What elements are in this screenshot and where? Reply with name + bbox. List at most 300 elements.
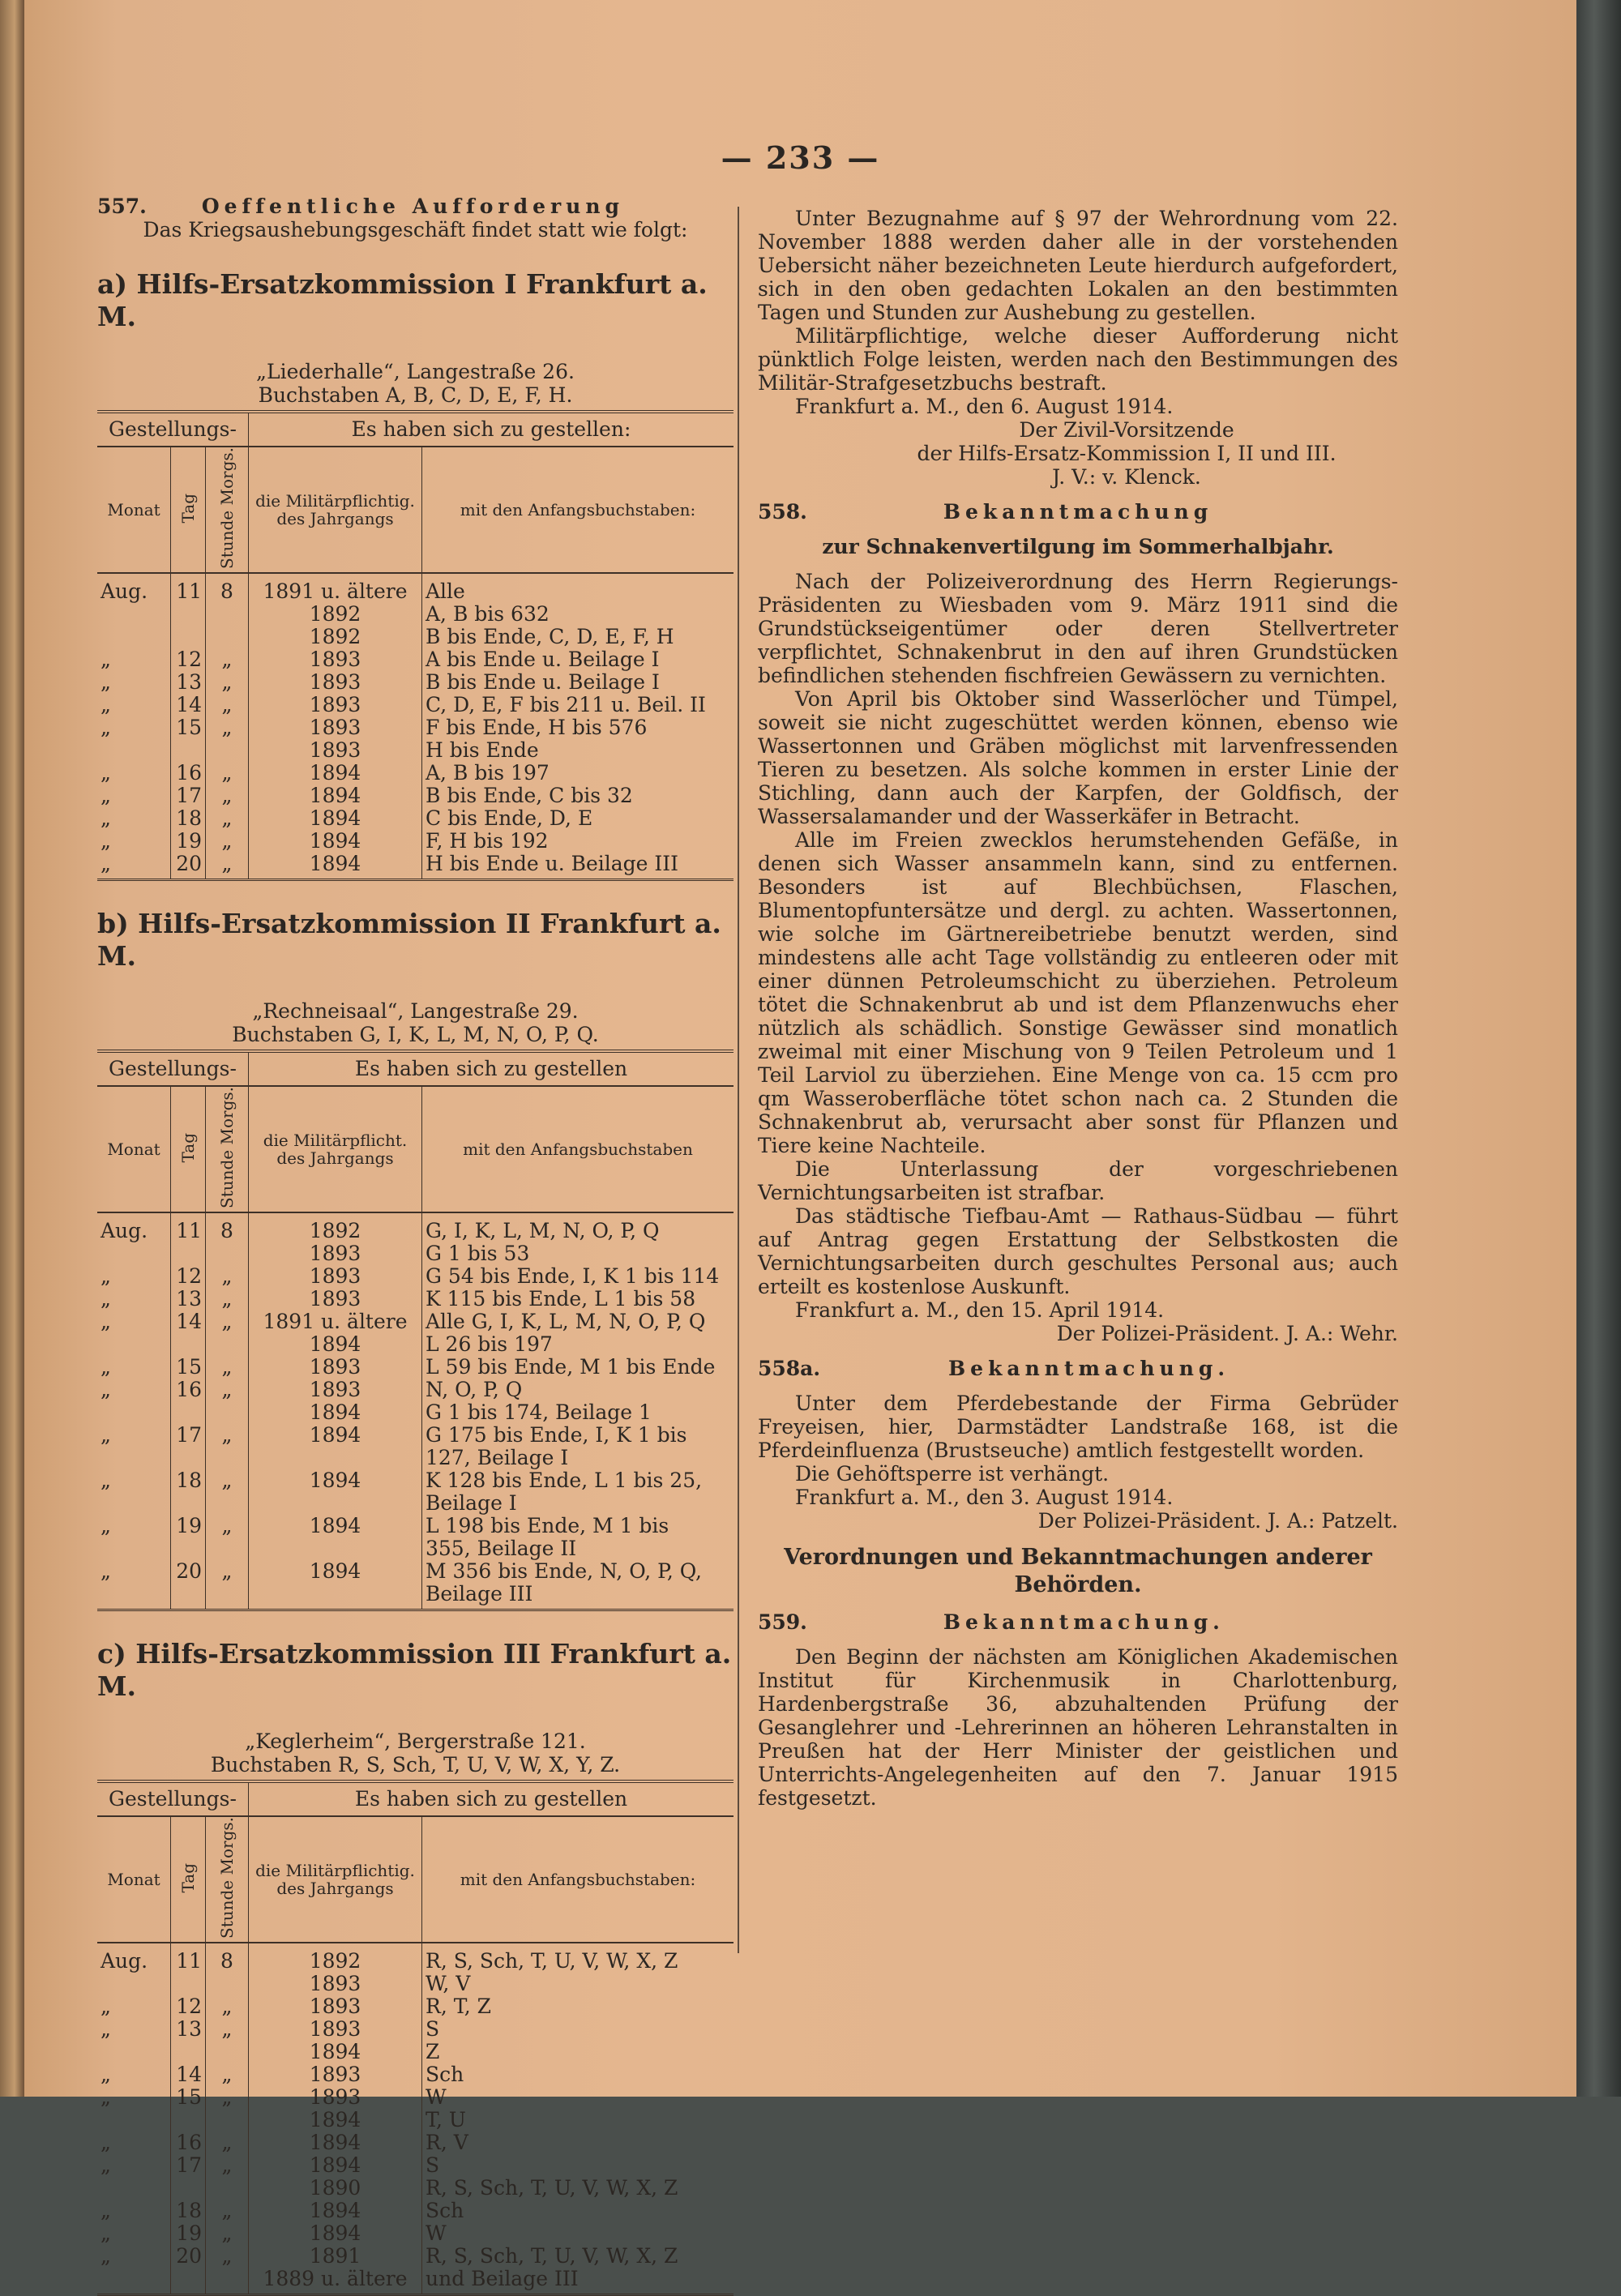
row-tag xyxy=(171,1973,206,1995)
row-buchstaben: 355, Beilage II xyxy=(426,1537,577,1560)
table-row xyxy=(97,2222,734,2245)
row-stunde xyxy=(206,1401,249,1424)
row-stunde: „ xyxy=(206,2245,249,2268)
row-stunde xyxy=(206,1333,249,1356)
row-monat: „ xyxy=(97,1288,171,1310)
row-tag xyxy=(171,2041,206,2063)
header-gestellungs: Gestellungs- xyxy=(97,1051,249,1086)
row-monat: „ xyxy=(97,2222,171,2245)
row-monat: „ xyxy=(97,694,171,716)
row-jahrgang: 1892 xyxy=(249,1212,422,1242)
row-jahrgang: 1894 xyxy=(249,1424,422,1447)
row-buchstaben: L 59 bis Ende, M 1 bis Ende xyxy=(426,1355,716,1379)
table-row xyxy=(97,1212,734,1242)
row-jahrgang: 1893 xyxy=(249,1265,422,1288)
row-tag: 19 xyxy=(171,2222,206,2245)
table-row xyxy=(97,2177,734,2200)
header-tag-text: Tag xyxy=(178,1862,198,1893)
row-stunde xyxy=(206,626,249,648)
row-buchstaben: R, V xyxy=(426,2131,468,2154)
commission-c-table xyxy=(97,1780,734,2296)
table-row xyxy=(97,1310,734,1333)
row-monat xyxy=(97,1401,171,1424)
row-tag: 13 xyxy=(171,1288,206,1310)
notice-558a-p1: Unter dem Pferdebestande der Firma Gebrüder Freyeisen, hier, Darmstädter Landstraße 168, ist die Pferdeinfluenza (Brustseuche) amtlich festgestellt worden. xyxy=(758,1392,1398,1462)
table-row xyxy=(97,626,734,648)
table-row xyxy=(97,1356,734,1379)
commission-a-location: „Liederhalle“, Langestraße 26. xyxy=(256,360,575,383)
commission-a-letters: Buchstaben A, B, C, D, E, F, H. xyxy=(258,383,573,407)
row-buchstaben: C, D, E, F bis 211 u. Beil. II xyxy=(426,693,706,716)
row-buchstaben: W xyxy=(426,2221,447,2245)
header-buchstaben: mit den Anfangsbuchstaben: xyxy=(422,1816,734,1943)
table-row xyxy=(97,2109,734,2131)
row-stunde: 8 xyxy=(206,1943,249,1973)
row-stunde xyxy=(206,1242,249,1265)
row-tag: 16 xyxy=(171,2131,206,2154)
row-stunde xyxy=(206,2109,249,2131)
row-stunde: „ xyxy=(206,2086,249,2109)
row-tag xyxy=(171,603,206,626)
header-jahrgang: die Militärpflichtig. des Jahrgangs xyxy=(249,1816,422,1943)
notice-558a-date: Frankfurt a. M., den 3. August 1914. xyxy=(795,1486,1174,1509)
row-tag: 20 xyxy=(171,1560,206,1583)
row-monat: Aug. xyxy=(97,1212,171,1242)
row-buchstaben: L 26 bis 197 xyxy=(426,1332,553,1356)
row-tag: 14 xyxy=(171,1310,206,1333)
row-jahrgang: 1893 xyxy=(249,2063,422,2086)
row-tag: 17 xyxy=(171,2154,206,2177)
row-tag xyxy=(171,2109,206,2131)
row-buchstaben: R, T, Z xyxy=(426,1995,491,2018)
row-stunde: „ xyxy=(206,1560,249,1583)
table-row xyxy=(97,1515,734,1537)
table-row xyxy=(97,1973,734,1995)
row-tag xyxy=(171,2177,206,2200)
table-row xyxy=(97,2041,734,2063)
row-jahrgang: 1892 xyxy=(249,626,422,648)
row-jahrgang: 1893 xyxy=(249,1379,422,1401)
row-buchstaben: R, S, Sch, T, U, V, W, X, Z xyxy=(426,2176,678,2200)
table-row xyxy=(97,2131,734,2154)
row-stunde xyxy=(206,603,249,626)
row-stunde: „ xyxy=(206,716,249,739)
table-row xyxy=(97,1288,734,1310)
row-jahrgang: 1894 xyxy=(249,1560,422,1583)
header-stunde-text: Stunde Morgs. xyxy=(217,1817,237,1939)
header-stunde-text: Stunde Morgs. xyxy=(217,1087,237,1208)
row-stunde: „ xyxy=(206,1288,249,1310)
table-row xyxy=(97,739,734,762)
right-column xyxy=(758,207,1398,1810)
row-tag: 12 xyxy=(171,1995,206,2018)
header-stunde xyxy=(206,447,249,573)
notice-558-number: 558. xyxy=(758,500,807,524)
row-jahrgang: 1893 xyxy=(249,694,422,716)
header-gestellungs: Gestellungs- xyxy=(97,1781,249,1816)
row-monat: „ xyxy=(97,2245,171,2268)
table-row xyxy=(97,807,734,830)
table-row xyxy=(97,1492,734,1515)
notice-558-p1: Nach der Polizeiverordnung des Herrn Regierungs-Präsidenten zu Wiesbaden vom 9. März 1911 sind die Grundstückseigentümer oder deren Stellvertreter verpflichtet, Schnakenbrut in den auf ihren Grundstücken befindlichen stehenden fischfreien Gewässern zu vernichten. xyxy=(758,570,1398,687)
row-monat xyxy=(97,2109,171,2131)
row-monat: „ xyxy=(97,1310,171,1333)
row-tag xyxy=(171,1242,206,1265)
row-jahrgang: 1891 u. ältere xyxy=(249,573,422,603)
row-buchstaben: S xyxy=(426,2153,440,2177)
row-monat xyxy=(97,1333,171,1356)
row-buchstaben: G 175 bis Ende, I, K 1 bis xyxy=(426,1423,687,1447)
row-tag: 15 xyxy=(171,2086,206,2109)
row-jahrgang: 1893 xyxy=(249,1995,422,2018)
row-buchstaben: Sch xyxy=(426,2199,464,2222)
row-stunde: „ xyxy=(206,1469,249,1492)
notice-558-signature: Der Polizei-Präsident. J. A.: Wehr. xyxy=(1056,1322,1398,1345)
row-stunde: „ xyxy=(206,1356,249,1379)
row-monat xyxy=(97,2041,171,2063)
row-stunde: „ xyxy=(206,1995,249,2018)
row-monat: „ xyxy=(97,648,171,671)
row-stunde xyxy=(206,1973,249,1995)
row-monat: „ xyxy=(97,1424,171,1447)
row-monat: „ xyxy=(97,1995,171,2018)
table-row xyxy=(97,2154,734,2177)
row-jahrgang: 1889 u. ältere xyxy=(249,2268,422,2295)
row-stunde: „ xyxy=(206,2200,249,2222)
row-jahrgang: 1893 xyxy=(249,1973,422,1995)
row-buchstaben: H bis Ende xyxy=(426,738,539,762)
row-buchstaben: F bis Ende, H bis 576 xyxy=(426,716,648,739)
row-tag: 20 xyxy=(171,2245,206,2268)
notice-557-title: Oeffentliche Aufforderung xyxy=(201,195,624,218)
row-jahrgang: 1894 xyxy=(249,2222,422,2245)
row-tag: 18 xyxy=(171,2200,206,2222)
table-row xyxy=(97,830,734,853)
row-buchstaben: R, S, Sch, T, U, V, W, X, Z xyxy=(426,2244,678,2268)
row-monat: „ xyxy=(97,1356,171,1379)
header-stunde-text: Stunde Morgs. xyxy=(217,447,237,569)
commission-c-rows xyxy=(97,1943,734,2295)
row-tag xyxy=(171,626,206,648)
row-monat xyxy=(97,1447,171,1469)
notice-559-p1: Den Beginn der nächsten am Königlichen Akademischen Institut für Kirchenmusik in Charlottenburg, Hardenbergstraße 36, abzuhaltenden Prüfung der Gesanglehrer und -Lehrerinnen an höheren Lehranstalten in Preußen hat der Herr Minister der geistlichen und Unterrichts-Angelegenheiten auf den 7. Januar 1915 festgesetzt. xyxy=(758,1645,1398,1810)
row-tag: 12 xyxy=(171,648,206,671)
header-tag-text: Tag xyxy=(178,1132,198,1163)
header-stunde xyxy=(206,1086,249,1212)
header-es-haben: Es haben sich zu gestellen xyxy=(249,1051,734,1086)
row-tag: 11 xyxy=(171,573,206,603)
table-row xyxy=(97,1537,734,1560)
notice-557-title-line xyxy=(97,195,734,218)
row-buchstaben: K 115 bis Ende, L 1 bis 58 xyxy=(426,1287,696,1310)
row-tag xyxy=(171,1583,206,1610)
row-monat: „ xyxy=(97,1515,171,1537)
notice-557-warning: Militärpflichtige, welche dieser Aufforderung nicht pünktlich Folge leisten, werden nach den Bestimmungen des Militär-Strafgesetzbuchs bestraft. xyxy=(758,324,1398,395)
table-row xyxy=(97,2086,734,2109)
row-jahrgang: 1891 xyxy=(249,2245,422,2268)
row-buchstaben: G 1 bis 53 xyxy=(426,1242,530,1265)
row-monat xyxy=(97,1583,171,1610)
page xyxy=(24,0,1576,2290)
row-buchstaben: C bis Ende, D, E xyxy=(426,806,593,830)
commission-c-location: „Keglerheim“, Bergerstraße 121. xyxy=(245,1729,586,1753)
row-jahrgang: 1894 xyxy=(249,1333,422,1356)
row-buchstaben: B bis Ende u. Beilage I xyxy=(426,670,660,694)
row-buchstaben: S xyxy=(426,2017,440,2041)
row-stunde: „ xyxy=(206,694,249,716)
row-jahrgang: 1890 xyxy=(249,2177,422,2200)
notice-557-sig1: Der Zivil-Vorsitzende xyxy=(1019,418,1234,442)
notice-558a-signature: Der Polizei-Präsident. J. A.: Patzelt. xyxy=(1037,1509,1398,1533)
row-monat: „ xyxy=(97,2154,171,2177)
table-row xyxy=(97,1447,734,1469)
header-es-haben: Es haben sich zu gestellen xyxy=(249,1781,734,1816)
header-tag-text: Tag xyxy=(178,493,198,524)
book-cover-edge xyxy=(1576,0,1621,2097)
table-row xyxy=(97,2200,734,2222)
notice-557-number: 557. xyxy=(97,195,147,218)
row-buchstaben: 127, Beilage I xyxy=(426,1446,569,1469)
row-tag: 12 xyxy=(171,1265,206,1288)
row-buchstaben: B bis Ende, C bis 32 xyxy=(426,784,633,807)
row-buchstaben: und Beilage III xyxy=(422,2268,734,2295)
row-jahrgang: 1894 xyxy=(249,762,422,785)
row-monat: „ xyxy=(97,716,171,739)
notice-557-sig2: der Hilfs-Ersatz-Kommission I, II und III. xyxy=(917,442,1337,465)
header-tag xyxy=(171,447,206,573)
header-buchstaben: mit den Anfangsbuchstaben xyxy=(422,1086,734,1212)
row-monat: „ xyxy=(97,1469,171,1492)
row-stunde xyxy=(206,1492,249,1515)
header-monat: Monat xyxy=(97,447,171,573)
commission-a-rows xyxy=(97,573,734,880)
row-monat xyxy=(97,1973,171,1995)
row-jahrgang: 1893 xyxy=(249,648,422,671)
row-stunde: „ xyxy=(206,1310,249,1333)
commission-b-letters: Buchstaben G, I, K, L, M, N, O, P, Q. xyxy=(232,1023,599,1046)
table-row xyxy=(97,2063,734,2086)
table-row xyxy=(97,603,734,626)
row-jahrgang xyxy=(249,1447,422,1469)
row-stunde: „ xyxy=(206,2063,249,2086)
row-monat: „ xyxy=(97,671,171,694)
notice-557-date: Frankfurt a. M., den 6. August 1914. xyxy=(795,395,1174,418)
table-row xyxy=(97,1401,734,1424)
row-jahrgang: 1893 xyxy=(249,671,422,694)
header-es-haben: Es haben sich zu gestellen: xyxy=(249,412,734,447)
row-monat xyxy=(97,1242,171,1265)
row-buchstaben: A, B bis 197 xyxy=(426,761,550,785)
row-monat: „ xyxy=(97,785,171,807)
notice-558a-title-line xyxy=(758,1357,1398,1380)
row-stunde: „ xyxy=(206,807,249,830)
row-stunde: „ xyxy=(206,2154,249,2177)
table-row xyxy=(97,716,734,739)
row-jahrgang: 1894 xyxy=(249,807,422,830)
table-row xyxy=(97,648,734,671)
row-monat: „ xyxy=(97,2018,171,2041)
notice-558-title: Bekanntmachung xyxy=(943,500,1213,524)
row-stunde: „ xyxy=(206,830,249,853)
commission-a-table xyxy=(97,410,734,881)
row-stunde: „ xyxy=(206,1379,249,1401)
left-column xyxy=(97,195,734,2296)
notice-559-title-line xyxy=(758,1610,1398,1634)
notice-558a-title: Bekanntmachung. xyxy=(948,1357,1230,1380)
row-jahrgang: 1894 xyxy=(249,2109,422,2131)
row-jahrgang: 1894 xyxy=(249,2200,422,2222)
table-row xyxy=(97,2268,734,2295)
header-monat: Monat xyxy=(97,1086,171,1212)
row-stunde xyxy=(206,2177,249,2200)
row-monat: „ xyxy=(97,1379,171,1401)
row-stunde xyxy=(206,1537,249,1560)
row-tag xyxy=(171,1401,206,1424)
row-tag: 16 xyxy=(171,762,206,785)
notice-557-sig3: J. V.: v. Klenck. xyxy=(1052,465,1201,489)
row-stunde: „ xyxy=(206,2222,249,2245)
row-tag: 18 xyxy=(171,1469,206,1492)
row-jahrgang: 1892 xyxy=(249,1943,422,1973)
row-buchstaben: F, H bis 192 xyxy=(426,829,549,853)
row-tag xyxy=(171,1492,206,1515)
row-stunde: 8 xyxy=(206,573,249,603)
row-buchstaben: G 1 bis 174, Beilage 1 xyxy=(426,1400,652,1424)
row-monat xyxy=(97,2268,171,2295)
row-monat xyxy=(97,603,171,626)
row-stunde: „ xyxy=(206,853,249,880)
table-row xyxy=(97,2018,734,2041)
row-buchstaben: W, V xyxy=(426,1972,471,1995)
notice-558-p4: Die Unterlassung der vorgeschriebenen Vernichtungsarbeiten ist strafbar. xyxy=(758,1157,1398,1204)
table-row xyxy=(97,1469,734,1492)
row-stunde: „ xyxy=(206,1424,249,1447)
row-monat: „ xyxy=(97,830,171,853)
row-buchstaben: A bis Ende u. Beilage I xyxy=(426,648,660,671)
row-jahrgang: 1894 xyxy=(249,1401,422,1424)
notice-558-date: Frankfurt a. M., den 15. April 1914. xyxy=(795,1298,1165,1322)
row-jahrgang: 1894 xyxy=(249,830,422,853)
row-monat: Aug. xyxy=(97,1943,171,1973)
row-jahrgang: 1894 xyxy=(249,853,422,880)
table-row xyxy=(97,1265,734,1288)
table-row xyxy=(97,853,734,880)
row-monat xyxy=(97,626,171,648)
header-jahrgang: die Militärpflicht. des Jahrgangs xyxy=(249,1086,422,1212)
commission-b-heading: b) Hilfs-Ersatzkommission II Frankfurt a. M. xyxy=(97,908,721,972)
row-jahrgang xyxy=(249,1537,422,1560)
row-buchstaben: N, O, P, Q xyxy=(426,1378,523,1401)
row-tag: 11 xyxy=(171,1943,206,1973)
header-tag xyxy=(171,1816,206,1943)
row-jahrgang: 1894 xyxy=(249,785,422,807)
notice-558-p2: Von April bis Oktober sind Wasserlöcher und Tümpel, soweit sie nicht zugeschüttet werden können, ebenso wie Wassertonnen und Gräben möglichst mit larvenfressenden Tieren zu besetzen. Als solche kommen in erster Linie der Stichling, dann auch der Karpfen, der Goldfisch, der Wassersalamander und der Wasserkäfer in Betracht. xyxy=(758,687,1398,828)
row-buchstaben: R, S, Sch, T, U, V, W, X, Z xyxy=(426,1949,678,1973)
row-stunde: „ xyxy=(206,1265,249,1288)
row-buchstaben: A, B bis 632 xyxy=(426,602,550,626)
row-jahrgang: 1894 xyxy=(249,1469,422,1492)
row-buchstaben: M 356 bis Ende, N, O, P, Q, xyxy=(426,1559,702,1583)
header-monat: Monat xyxy=(97,1816,171,1943)
other-authorities-heading: Verordnungen und Bekanntmachungen anderer Behörden. xyxy=(784,1545,1372,1597)
row-buchstaben: Sch xyxy=(426,2063,464,2086)
row-buchstaben: T, U xyxy=(426,2108,466,2131)
row-monat: „ xyxy=(97,762,171,785)
page-number: — 233 — xyxy=(721,139,880,176)
table-row xyxy=(97,1333,734,1356)
row-stunde: 8 xyxy=(206,1212,249,1242)
row-stunde: „ xyxy=(206,2131,249,2154)
notice-557-closing: Unter Bezugnahme auf § 97 der Wehrordnung vom 22. November 1888 werden daher alle in der vorstehenden Uebersicht näher bezeichneten Leute hierdurch aufgefordert, sich in den oben gedachten Lokalen an den bestimmten Tagen und Stunden zur Aushebung zu gestellen. xyxy=(758,207,1398,324)
row-jahrgang: 1891 u. ältere xyxy=(249,1310,422,1333)
row-tag: 11 xyxy=(171,1212,206,1242)
row-tag: 16 xyxy=(171,1379,206,1401)
notice-558a-number: 558a. xyxy=(758,1357,821,1380)
row-monat: „ xyxy=(97,2063,171,2086)
row-tag: 14 xyxy=(171,2063,206,2086)
commission-b-location: „Rechneisaal“, Langestraße 29. xyxy=(252,999,579,1023)
notice-558a-p2: Die Gehöftsperre ist verhängt. xyxy=(795,1462,1110,1486)
row-monat: „ xyxy=(97,853,171,880)
row-buchstaben: Beilage I xyxy=(426,1491,517,1515)
row-tag: 17 xyxy=(171,1424,206,1447)
row-tag: 15 xyxy=(171,716,206,739)
row-stunde xyxy=(206,1447,249,1469)
row-jahrgang: 1893 xyxy=(249,2086,422,2109)
table-row xyxy=(97,1995,734,2018)
notice-558-p3: Alle im Freien zwecklos herumstehenden Gefäße, in denen sich Wasser ansammeln kann, sind zu entfernen. Besonders ist auf Blechbüchsen, Flaschen, Blumentopfuntersätze und dergl. zu achten. Wassertonnen, wie solche im Gärtnereibetriebe benutzt werden, sind mindestens alle acht Tage vollständig zu entleeren oder mit einer dünnen Petroleumschicht zu überziehen. Petroleum tötet die Schnakenbrut ab und ist dem Pflanzenwuchs eher nützlich als schädlich. Sonstige Gewässer sind monatlich zweimal mit einer Mischung von 9 Teilen Petroleum und 1 Teil Larviol zu überziehen. Eine Menge von ca. 15 ccm pro qm Wasseroberfläche tötet schon nach ca. 2 Stunden die Schnakenbrut ab, verursacht aber sonst für Pflanzen und Tiere keine Nachteile. xyxy=(758,828,1398,1157)
row-monat: „ xyxy=(97,2131,171,2154)
row-monat xyxy=(97,1492,171,1515)
row-tag xyxy=(171,1537,206,1560)
row-buchstaben: L 198 bis Ende, M 1 bis xyxy=(426,1514,669,1537)
table-row xyxy=(97,1379,734,1401)
row-tag: 18 xyxy=(171,807,206,830)
table-row xyxy=(97,694,734,716)
row-buchstaben: G, I, K, L, M, N, O, P, Q xyxy=(426,1219,660,1242)
commission-b-table xyxy=(97,1050,734,1611)
row-monat xyxy=(97,2177,171,2200)
row-buchstaben: Alle xyxy=(426,579,465,603)
header-gestellungs: Gestellungs- xyxy=(97,412,249,447)
notice-557-intro: Das Kriegsaushebungsgeschäft findet statt wie folgt: xyxy=(143,218,688,242)
notice-559-title: Bekanntmachung. xyxy=(943,1610,1225,1634)
commission-b-rows xyxy=(97,1212,734,1610)
row-buchstaben: H bis Ende u. Beilage III xyxy=(422,853,734,880)
row-tag: 14 xyxy=(171,694,206,716)
row-tag xyxy=(171,2268,206,2295)
row-stunde xyxy=(206,2268,249,2295)
row-tag xyxy=(171,1333,206,1356)
row-jahrgang: 1893 xyxy=(249,2018,422,2041)
row-tag: 19 xyxy=(171,1515,206,1537)
row-stunde: „ xyxy=(206,2018,249,2041)
table-row xyxy=(97,1583,734,1610)
row-stunde: „ xyxy=(206,648,249,671)
row-stunde: „ xyxy=(206,671,249,694)
row-tag: 19 xyxy=(171,830,206,853)
row-stunde: „ xyxy=(206,762,249,785)
row-tag: 20 xyxy=(171,853,206,880)
previous-page-edge xyxy=(0,0,24,2097)
row-jahrgang: 1892 xyxy=(249,603,422,626)
table-row xyxy=(97,1242,734,1265)
row-buchstaben: Beilage III xyxy=(422,1583,734,1610)
commission-a-heading: a) Hilfs-Ersatzkommission I Frankfurt a. M. xyxy=(97,268,708,332)
row-stunde: „ xyxy=(206,785,249,807)
table-row xyxy=(97,671,734,694)
table-row xyxy=(97,1424,734,1447)
